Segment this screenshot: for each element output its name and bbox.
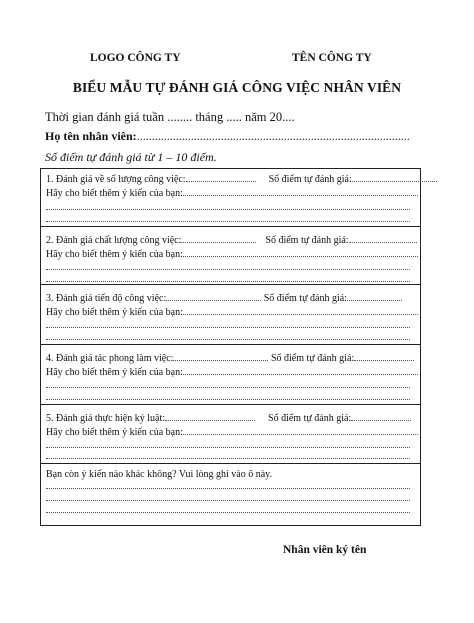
evaluation-section bbox=[41, 405, 420, 464]
score-range-note: Số điểm tự đánh giá từ 1 – 10 điểm. bbox=[45, 150, 217, 164]
employee-name-line bbox=[45, 129, 410, 144]
comment-field[interactable] bbox=[183, 247, 418, 257]
employee-name-label: Họ tên nhân viên: bbox=[45, 129, 137, 143]
criterion-note-field[interactable] bbox=[165, 411, 255, 421]
criterion-row bbox=[46, 172, 437, 185]
comment-field[interactable] bbox=[183, 365, 418, 375]
comment-label: Hãy cho biết thêm ý kiến của bạn: bbox=[46, 307, 183, 318]
other-question: Bạn còn ý kiến nào khác không? Vui lòng ghi vào ô này. bbox=[46, 469, 273, 480]
comment-row bbox=[46, 186, 418, 199]
criterion-note-field[interactable] bbox=[166, 291, 261, 301]
comment-row bbox=[46, 425, 418, 438]
comment-line[interactable] bbox=[46, 387, 410, 388]
comment-label: Hãy cho biết thêm ý kiến của bạn: bbox=[46, 367, 183, 378]
criterion-row bbox=[46, 411, 411, 424]
criterion-row bbox=[46, 291, 402, 304]
criterion-row bbox=[46, 233, 417, 246]
comment-line[interactable] bbox=[46, 281, 410, 282]
comment-label: Hãy cho biết thêm ý kiến của bạn: bbox=[46, 188, 183, 199]
criterion-note-field[interactable] bbox=[173, 351, 268, 361]
employee-name-field[interactable]: ........................................................................................... bbox=[136, 129, 410, 143]
evaluation-section bbox=[41, 285, 420, 345]
score-field[interactable] bbox=[354, 351, 414, 361]
comment-field[interactable] bbox=[183, 425, 418, 435]
comment-line[interactable] bbox=[46, 399, 410, 400]
other-comments-section bbox=[41, 464, 420, 527]
criterion-label: 5. Đánh giá thực hiện kỷ luật: bbox=[46, 413, 166, 424]
company-logo-text: LOGO CÔNG TY bbox=[90, 52, 181, 64]
comment-row bbox=[46, 305, 418, 318]
evaluation-section bbox=[41, 345, 420, 405]
evaluation-table bbox=[40, 168, 421, 526]
comment-label: Hãy cho biết thêm ý kiến của bạn: bbox=[46, 427, 183, 438]
comment-line[interactable] bbox=[46, 221, 410, 222]
score-field[interactable] bbox=[349, 233, 417, 243]
comment-field[interactable] bbox=[183, 305, 418, 315]
comment-line[interactable] bbox=[46, 209, 410, 210]
other-comment-line[interactable] bbox=[46, 512, 410, 513]
criterion-label: 1. Đánh giá về số lượng công việc: bbox=[46, 174, 186, 185]
score-label: Số điểm tự đánh giá: bbox=[268, 413, 352, 424]
evaluation-section bbox=[41, 227, 420, 285]
score-field[interactable] bbox=[352, 172, 437, 182]
score-field[interactable] bbox=[347, 291, 402, 301]
comment-line[interactable] bbox=[46, 339, 410, 340]
score-label: Số điểm tự đánh giá: bbox=[270, 353, 355, 364]
comment-line[interactable] bbox=[46, 327, 410, 328]
form-title: BIỂU MẪU TỰ ĐÁNH GIÁ CÔNG VIỆC NHÂN VIÊN bbox=[72, 80, 402, 95]
comment-line[interactable] bbox=[46, 458, 410, 459]
score-field[interactable] bbox=[351, 411, 411, 421]
comment-row bbox=[46, 365, 418, 378]
comment-field[interactable] bbox=[183, 186, 418, 196]
criterion-note-field[interactable] bbox=[186, 172, 256, 182]
comment-row bbox=[46, 247, 418, 260]
criterion-row bbox=[46, 351, 414, 364]
comment-line[interactable] bbox=[46, 447, 410, 448]
criterion-label: 4. Đánh giá tác phong làm việc: bbox=[46, 353, 174, 364]
signature-label: Nhân viên ký tên bbox=[283, 544, 367, 556]
evaluation-period: Thời gian đánh giá tuần ........ tháng ..... năm 20.... bbox=[45, 110, 295, 124]
score-label: Số điểm tự đánh giá: bbox=[268, 174, 352, 185]
criterion-label: 2. Đánh giá chất lượng công việc: bbox=[46, 235, 182, 246]
score-label: Số điểm tự đánh giá: bbox=[265, 235, 349, 246]
evaluation-section bbox=[41, 169, 420, 227]
comment-line[interactable] bbox=[46, 269, 410, 270]
other-comment-line[interactable] bbox=[46, 500, 410, 501]
other-comment-line[interactable] bbox=[46, 488, 410, 489]
score-label: Số điểm tự đánh giá: bbox=[263, 293, 347, 304]
criterion-note-field[interactable] bbox=[181, 233, 256, 243]
criterion-label: 3. Đánh giá tiến độ công việc: bbox=[46, 293, 167, 304]
company-name: TÊN CÔNG TY bbox=[292, 52, 372, 64]
comment-label: Hãy cho biết thêm ý kiến của bạn: bbox=[46, 249, 183, 260]
